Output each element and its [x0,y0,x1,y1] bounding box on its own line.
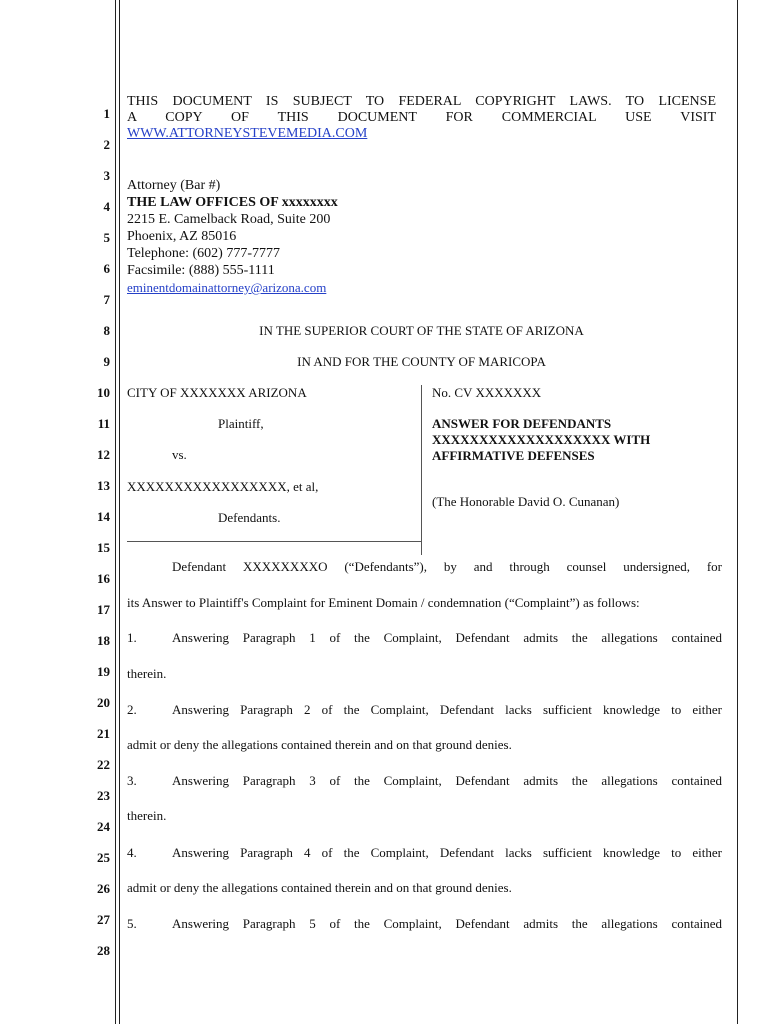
line-number: 16 [97,571,110,586]
left-margin-rule-2 [119,0,120,1024]
left-margin-rule-1 [115,0,116,1024]
line-number: 5 [103,230,110,245]
plaintiff-label: Plaintiff, [218,416,264,431]
line-number: 8 [103,323,110,338]
line-number: 7 [103,292,110,307]
attorney-bar: Attorney (Bar #) [127,178,221,193]
line-number: 13 [97,478,110,493]
case-number: No. CV XXXXXXX [432,385,542,400]
copyright-notice [127,94,716,142]
document-title [432,416,722,464]
line-number: 24 [97,819,110,834]
paragraph-1-cont: therein. [127,666,167,681]
paragraph-4-cont: admit or deny the allegations contained therein and on that ground denies. [127,880,512,895]
paragraph-5: 5. Answering Paragraph 5 of the Complaint, Defendant admits the allegations contained [127,916,722,931]
line-number: 12 [97,447,110,462]
line-number: 27 [97,912,110,927]
caption-divider-vertical [421,385,422,555]
line-number: 14 [97,509,110,524]
attorney-block [127,177,627,296]
line-number: 11 [97,416,110,431]
court-heading-1: IN THE SUPERIOR COURT OF THE STATE OF ARIZONA [259,323,584,338]
intro-line-2: its Answer to Plaintiff's Complaint for Eminent Domain / condemnation (“Complaint”) as follows: [127,595,640,610]
notice-line-1: THIS DOCUMENT IS SUBJECT TO FEDERAL COPYRIGHT LAWS. TO LICENSE [127,94,716,109]
line-number: 3 [103,168,110,183]
line-number: 28 [97,943,110,958]
email-link[interactable]: eminentdomainattorney@arizona.com [127,280,327,295]
title-line-2: XXXXXXXXXXXXXXXXXXX WITH [432,432,651,447]
paragraph-4: 4. Answering Paragraph 4 of the Complaint, Defendant lacks sufficient knowledge to either [127,845,722,860]
defendant-name: XXXXXXXXXXXXXXXXX, et al, [127,479,319,494]
line-number: 1 [103,106,110,121]
line-number: 15 [97,540,110,555]
address-line-1: 2215 E. Camelback Road, Suite 200 [127,212,331,227]
line-number: 20 [97,695,110,710]
line-number: 25 [97,850,110,865]
line-number: 23 [97,788,110,803]
versus: vs. [172,447,187,462]
line-number: 22 [97,757,110,772]
intro-line-1: Defendant XXXXXXXXO (“Defendants”), by and through counsel undersigned, for [172,559,722,574]
line-number: 10 [97,385,110,400]
line-number: 18 [97,633,110,648]
facsimile: Facsimile: (888) 555-1111 [127,263,275,278]
line-number: 2 [103,137,110,152]
plaintiff-name: CITY OF XXXXXXX ARIZONA [127,385,307,400]
paragraph-1: 1. Answering Paragraph 1 of the Complaint, Defendant admits the allegations contained [127,630,722,645]
right-margin-rule [737,0,738,1024]
paragraph-2: 2. Answering Paragraph 2 of the Complaint, Defendant lacks sufficient knowledge to either [127,702,722,717]
paragraph-3: 3. Answering Paragraph 3 of the Complaint, Defendant admits the allegations contained [127,773,722,788]
firm-name: THE LAW OFFICES OF xxxxxxxx [127,195,338,210]
line-number: 21 [97,726,110,741]
defendant-label: Defendants. [218,510,281,525]
paragraph-3-cont: therein. [127,808,167,823]
line-number: 6 [103,261,110,276]
line-number: 17 [97,602,110,617]
paragraph-2-cont: admit or deny the allegations contained therein and on that ground denies. [127,737,512,752]
line-number: 4 [103,199,110,214]
court-heading-2: IN AND FOR THE COUNTY OF MARICOPA [297,354,546,369]
judge-name: (The Honorable David O. Cunanan) [432,494,620,509]
telephone: Telephone: (602) 777-7777 [127,246,280,261]
caption-divider-horizontal [127,541,422,542]
notice-line-2: A COPY OF THIS DOCUMENT FOR COMMERCIAL USE VISIT [127,110,716,125]
address-line-2: Phoenix, AZ 85016 [127,229,237,244]
line-number: 26 [97,881,110,896]
title-line-3: AFFIRMATIVE DEFENSES [432,448,595,463]
title-line-1: ANSWER FOR DEFENDANTS [432,416,612,431]
line-number: 19 [97,664,110,679]
line-number: 9 [103,354,110,369]
license-link[interactable]: WWW.ATTORNEYSTEVEMEDIA.COM [127,126,368,141]
